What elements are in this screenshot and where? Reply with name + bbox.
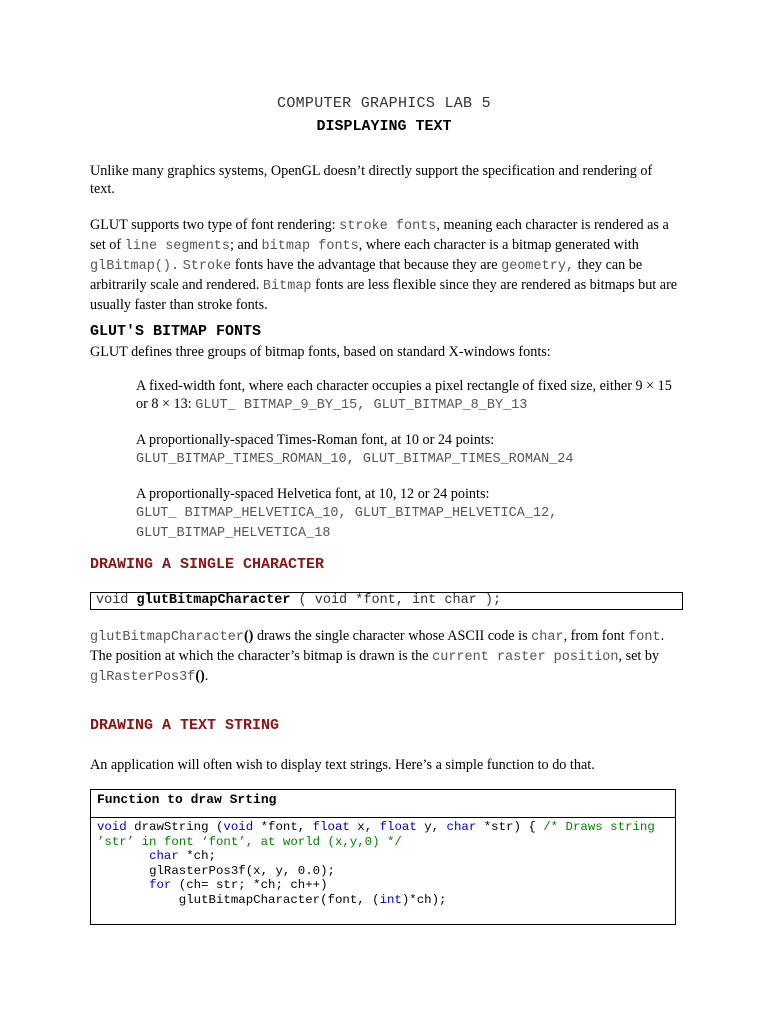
code-text: *ch; bbox=[178, 849, 216, 864]
code-text: y, bbox=[416, 820, 447, 834]
single-character-description bbox=[90, 627, 680, 687]
text: , meaning each character is rendered as a set of bbox=[90, 217, 669, 253]
code-text: glutBitmapCharacter(font, ( bbox=[178, 892, 380, 907]
code-text: *font, bbox=[253, 820, 313, 834]
font-item-times bbox=[136, 431, 681, 469]
text: draws the single character whose ASCII code is bbox=[253, 628, 532, 644]
code-text: x, bbox=[349, 820, 380, 834]
font-item-text: A fixed-width font, where each character occupies a pixel rectangle of fixed size, either 9 × 15 or 8 × 13: bbox=[136, 378, 672, 412]
code-term: font bbox=[628, 630, 661, 645]
code-keyword: void bbox=[223, 820, 254, 834]
code-keyword: float bbox=[379, 820, 417, 834]
function-signature-box bbox=[90, 592, 683, 610]
code-comment: /* Draws string bbox=[543, 820, 655, 834]
code-term: glRasterPos3f bbox=[90, 670, 196, 685]
code-keyword: char bbox=[149, 849, 179, 864]
font-item-code: GLUT_BITMAP_TIMES_ROMAN_10, GLUT_BITMAP_TIMES_ROMAN_24 bbox=[136, 452, 574, 467]
code-text: )*ch); bbox=[401, 892, 447, 907]
code-term: glutBitmapCharacter bbox=[90, 630, 244, 645]
code-text: *str) { bbox=[476, 820, 544, 834]
code-text: drawString ( bbox=[126, 820, 224, 834]
page-title: DISPLAYING TEXT bbox=[316, 118, 452, 135]
text: , where each character is a bitmap generated with bbox=[358, 237, 639, 253]
code-keyword: void bbox=[96, 593, 137, 608]
code-term: stroke fonts bbox=[339, 219, 437, 234]
code-parens: () bbox=[243, 628, 254, 644]
text-string-heading: DRAWING A TEXT STRING bbox=[90, 717, 280, 734]
text: they can be arbitrarily scale and rendered. bbox=[90, 257, 643, 293]
font-item-code: GLUT_ BITMAP_HELVETICA_10, GLUT_BITMAP_HELVETICA_12, GLUT_BITMAP_HELVETICA_18 bbox=[136, 506, 558, 541]
intro-paragraph: Unlike many graphics systems, OpenGL doesn’t directly support the specification and rendering of text. bbox=[90, 163, 653, 197]
code-comment: ’str’ in font ‘font’, at world (x,y,0) */ bbox=[97, 834, 402, 849]
code-term: Bitmap bbox=[262, 279, 312, 294]
font-item-fixed bbox=[136, 377, 681, 415]
lab-subtitle: COMPUTER GRAPHICS LAB 5 bbox=[277, 95, 491, 112]
text: , set by bbox=[618, 648, 660, 664]
bitmap-fonts-intro: GLUT defines three groups of bitmap fonts, based on standard X-windows fonts: bbox=[90, 344, 551, 360]
code-listing-box bbox=[90, 789, 676, 925]
text: fonts have the advantage that because they are bbox=[231, 257, 502, 273]
text-string-intro: An application will often wish to display text strings. Here’s a simple function to do that. bbox=[90, 757, 595, 773]
text: GLUT supports two type of font rendering: bbox=[90, 217, 340, 233]
font-item-text: A proportionally-spaced Helvetica font, at 10, 12 or 24 points: bbox=[136, 486, 490, 502]
code-term: bitmap fonts bbox=[261, 239, 359, 254]
font-item-code: GLUT_ BITMAP_9_BY_15, GLUT_BITMAP_8_BY_13 bbox=[195, 398, 528, 413]
code-keyword: float bbox=[312, 820, 350, 834]
code-term: current raster position bbox=[432, 650, 619, 665]
text: fonts are less flexible since they are rendered as bitmaps but are usually faster than stroke fonts. bbox=[90, 277, 678, 313]
glut-font-paragraph bbox=[90, 216, 680, 314]
font-item-text: A proportionally-spaced Times-Roman font, at 10 or 24 points: bbox=[136, 432, 495, 448]
code-term: glBitmap(). bbox=[90, 259, 180, 274]
code-text: glRasterPos3f(x, y, 0.0); bbox=[149, 863, 335, 878]
code-term: line segments bbox=[124, 239, 231, 254]
code-keyword: char bbox=[446, 820, 477, 834]
function-name: glutBitmapCharacter bbox=[136, 593, 291, 608]
code-term: Stroke bbox=[182, 259, 232, 274]
code-term: geometry, bbox=[501, 259, 575, 274]
code-listing bbox=[97, 820, 655, 908]
code-keyword: int bbox=[379, 892, 402, 907]
single-character-heading: DRAWING A SINGLE CHARACTER bbox=[90, 556, 325, 573]
font-item-helvetica bbox=[136, 485, 681, 543]
text: . bbox=[204, 668, 209, 684]
bitmap-fonts-heading: GLUT'S BITMAP FONTS bbox=[90, 323, 262, 340]
code-term: char bbox=[531, 630, 564, 645]
code-text: (ch= str; *ch; ch++) bbox=[171, 878, 328, 893]
text: , from font bbox=[563, 628, 629, 644]
code-keyword: for bbox=[149, 878, 172, 893]
text: . The position at which the character’s bitmap is drawn is the bbox=[90, 628, 665, 664]
code-parens: () bbox=[195, 668, 205, 684]
text: ; and bbox=[230, 237, 262, 253]
code-listing-title: Function to draw Srting bbox=[91, 790, 675, 818]
code-keyword: void bbox=[97, 820, 127, 834]
code-args: ( void *font, int char ); bbox=[290, 593, 502, 608]
